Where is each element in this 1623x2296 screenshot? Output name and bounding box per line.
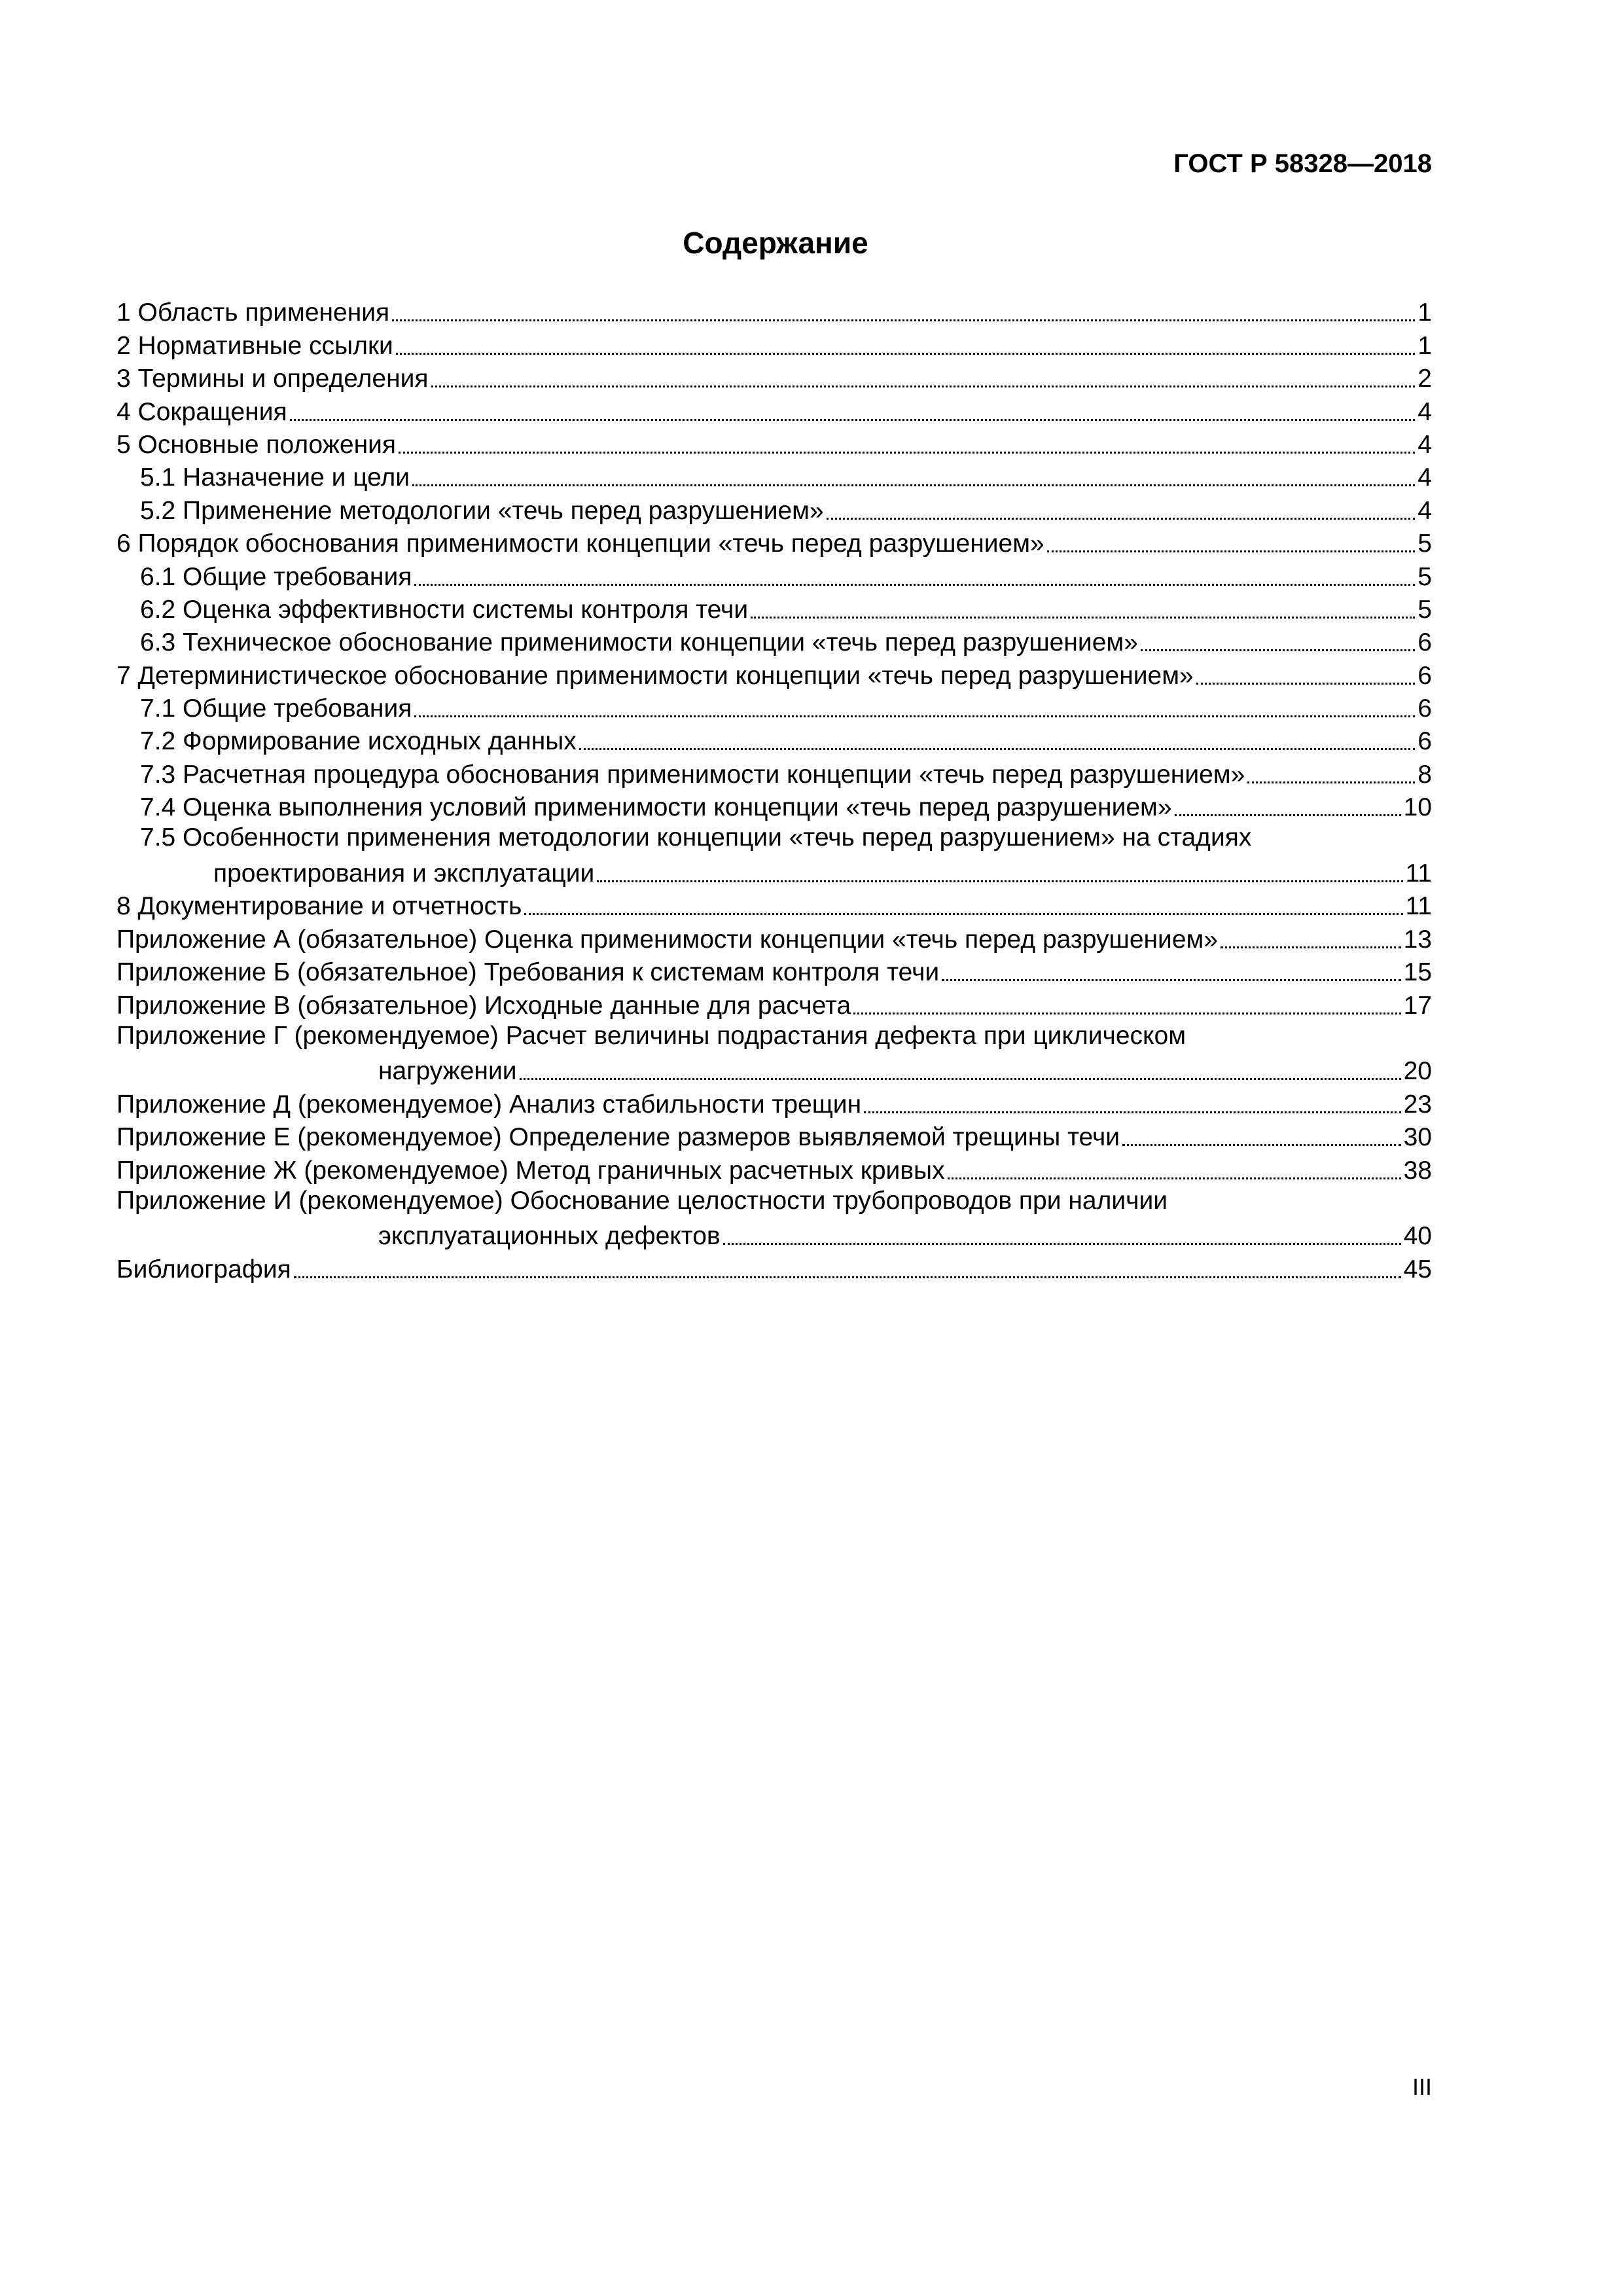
toc-entry-page: 5	[1418, 529, 1432, 558]
toc-entry[interactable]	[116, 1086, 1432, 1119]
toc-entry[interactable]	[116, 988, 1432, 1020]
toc-entry-page: 11	[1405, 859, 1432, 888]
toc-entry-page: 8	[1418, 760, 1432, 789]
toc-entry[interactable]	[116, 328, 1432, 361]
toc-entry-text: 7.4 Оценка выполнения условий применимости концепции «течь перед разрушением»	[140, 793, 1172, 822]
toc-entry-continuation: нагружении	[378, 1057, 517, 1086]
toc-entry-text: 1 Область применения	[116, 298, 390, 327]
toc-entry-page: 40	[1403, 1222, 1432, 1251]
toc-entry-page: 10	[1403, 793, 1432, 822]
toc-entry-page: 6	[1418, 628, 1432, 657]
toc-entry[interactable]	[116, 1251, 1432, 1284]
toc-entry[interactable]	[116, 1153, 1432, 1185]
toc-entry-text: 2 Нормативные ссылки	[116, 331, 393, 360]
toc-entry[interactable]	[116, 658, 1432, 691]
toc-entry-text: Приложение Г (рекомендуемое) Расчет величины подрастания дефекта при циклическом	[116, 1021, 1186, 1050]
toc-entry[interactable]	[116, 295, 1432, 328]
toc-entry-page: 1	[1418, 331, 1432, 360]
toc-entry-page: 4	[1418, 496, 1432, 525]
toc-entry-page: 13	[1403, 925, 1432, 954]
toc-leader-dots	[1122, 1144, 1401, 1146]
toc-entry[interactable]	[116, 691, 1432, 724]
toc-entry-continuation: проектирования и эксплуатации	[213, 859, 595, 888]
toc-entry-text: 3 Термины и определения	[116, 365, 429, 393]
toc-entry-page: 11	[1405, 892, 1432, 921]
toc-leader-dots	[1247, 781, 1415, 783]
toc-entry-text: 5.1 Назначение и цели	[140, 463, 410, 492]
toc-leader-dots	[294, 1276, 1401, 1278]
toc-entry[interactable]	[116, 394, 1432, 427]
toc-entry-page: 5	[1418, 595, 1432, 624]
toc-leader-dots	[853, 1013, 1400, 1014]
toc-entry-page: 23	[1403, 1090, 1432, 1119]
toc-entry-text: Библиография	[116, 1255, 291, 1283]
toc-leader-dots	[751, 617, 1415, 619]
toc-entry-page: 45	[1403, 1255, 1432, 1283]
toc-leader-dots	[723, 1243, 1401, 1245]
toc-entry-text: Приложение Ж (рекомендуемое) Метод граничных расчетных кривых	[116, 1156, 945, 1185]
toc-leader-dots	[414, 715, 1415, 717]
toc-entry-text: 6 Порядок обоснования применимости концепции «течь перед разрушением»	[116, 529, 1044, 558]
toc-entry[interactable]	[116, 757, 1432, 789]
toc-leader-dots	[520, 1078, 1401, 1080]
toc-entry[interactable]	[116, 889, 1432, 922]
toc-entry[interactable]	[116, 955, 1432, 988]
toc-leader-dots	[1047, 550, 1416, 552]
toc-entry-page: 4	[1418, 430, 1432, 459]
toc-entry-text: Приложение А (обязательное) Оценка применимости концепции «течь перед разрушением»	[116, 925, 1219, 954]
toc-leader-dots	[399, 452, 1415, 454]
toc-entry-text: Приложение В (обязательное) Исходные данные для расчета	[116, 991, 851, 1020]
toc-entry-text: 6.3 Техническое обоснование применимости концепции «течь перед разрушением»	[140, 628, 1138, 657]
toc-entry[interactable]	[116, 1120, 1432, 1153]
toc-entry-page: 20	[1403, 1057, 1432, 1086]
toc-leader-dots	[1175, 814, 1401, 816]
toc-leader-dots	[948, 1177, 1401, 1179]
toc-entry-text: 4 Сокращения	[116, 397, 287, 426]
toc-leader-dots	[579, 748, 1416, 750]
toc-leader-dots	[396, 353, 1415, 355]
toc-entry-text: 8 Документирование и отчетность	[116, 892, 522, 921]
toc-entry[interactable]	[116, 493, 1432, 526]
toc-entry-continuation: эксплуатационных дефектов	[378, 1222, 721, 1251]
toc-entry[interactable]	[116, 1021, 1432, 1087]
toc-leader-dots	[1221, 946, 1401, 948]
toc-leader-dots	[431, 386, 1416, 387]
toc-entry-text: Приложение Б (обязательное) Требования к системам контроля течи	[116, 958, 940, 987]
toc-entry-page: 38	[1403, 1156, 1432, 1185]
toc-leader-dots	[392, 319, 1415, 321]
toc-entry-text: Приложение Д (рекомендуемое) Анализ стабильности трещин	[116, 1090, 862, 1119]
table-of-contents	[116, 295, 1432, 1285]
toc-leader-dots	[827, 518, 1416, 520]
toc-entry-page: 1	[1418, 298, 1432, 327]
toc-entry[interactable]	[116, 922, 1432, 954]
toc-entry-text: 6.1 Общие требования	[140, 562, 412, 591]
toc-title: Содержание	[683, 226, 868, 260]
toc-entry[interactable]	[116, 460, 1432, 493]
toc-entry-text: Приложение И (рекомендуемое) Обоснование целостности трубопроводов при наличии	[116, 1186, 1168, 1215]
toc-leader-dots	[864, 1111, 1400, 1113]
toc-entry[interactable]	[116, 724, 1432, 757]
toc-leader-dots	[942, 979, 1400, 981]
toc-entry[interactable]	[116, 625, 1432, 658]
toc-entry[interactable]	[116, 427, 1432, 460]
toc-entry-page: 15	[1403, 958, 1432, 987]
toc-entry-page: 30	[1403, 1123, 1432, 1152]
toc-entry-text: 6.2 Оценка эффективности системы контроля течи	[140, 595, 749, 624]
toc-entry-page: 4	[1418, 463, 1432, 492]
toc-entry-text: 7 Детерминистическое обоснование применимости концепции «течь перед разрушением»	[116, 661, 1194, 690]
toc-entry-text: Приложение Е (рекомендуемое) Определение размеров выявляемой трещины течи	[116, 1123, 1120, 1152]
toc-entry[interactable]	[116, 1186, 1432, 1252]
toc-leader-dots	[290, 419, 1416, 421]
toc-entry[interactable]	[116, 592, 1432, 625]
toc-entry-text: 5 Основные положения	[116, 430, 397, 459]
toc-entry-page: 17	[1403, 991, 1432, 1020]
toc-leader-dots	[524, 913, 1402, 915]
toc-leader-dots	[412, 484, 1415, 486]
toc-entry[interactable]	[116, 361, 1432, 394]
toc-entry[interactable]	[116, 790, 1432, 823]
toc-leader-dots	[597, 880, 1402, 882]
toc-entry-page: 5	[1418, 562, 1432, 591]
toc-entry-page: 6	[1418, 661, 1432, 690]
toc-entry-text: 7.2 Формирование исходных данных	[140, 727, 577, 756]
toc-entry[interactable]	[116, 559, 1432, 592]
toc-entry-page: 6	[1418, 694, 1432, 723]
toc-entry[interactable]	[116, 526, 1432, 559]
toc-leader-dots	[1141, 649, 1415, 651]
toc-entry-text: 7.1 Общие требования	[140, 694, 412, 723]
page-number: III	[1412, 2073, 1432, 2100]
toc-entry[interactable]	[116, 823, 1432, 889]
toc-entry-text: 5.2 Применение методологии «течь перед разрушением»	[140, 496, 824, 525]
document-code: ГОСТ Р 58328—2018	[1173, 149, 1432, 178]
toc-entry-page: 4	[1418, 397, 1432, 426]
toc-entry-text: 7.3 Расчетная процедура обоснования применимости концепции «течь перед разрушением»	[140, 760, 1245, 789]
toc-entry-page: 2	[1418, 365, 1432, 393]
toc-leader-dots	[1196, 683, 1416, 685]
toc-entry-text: 7.5 Особенности применения методологии концепции «течь перед разрушением» на стадиях	[140, 823, 1252, 852]
toc-leader-dots	[414, 584, 1415, 586]
toc-entry-page: 6	[1418, 727, 1432, 756]
